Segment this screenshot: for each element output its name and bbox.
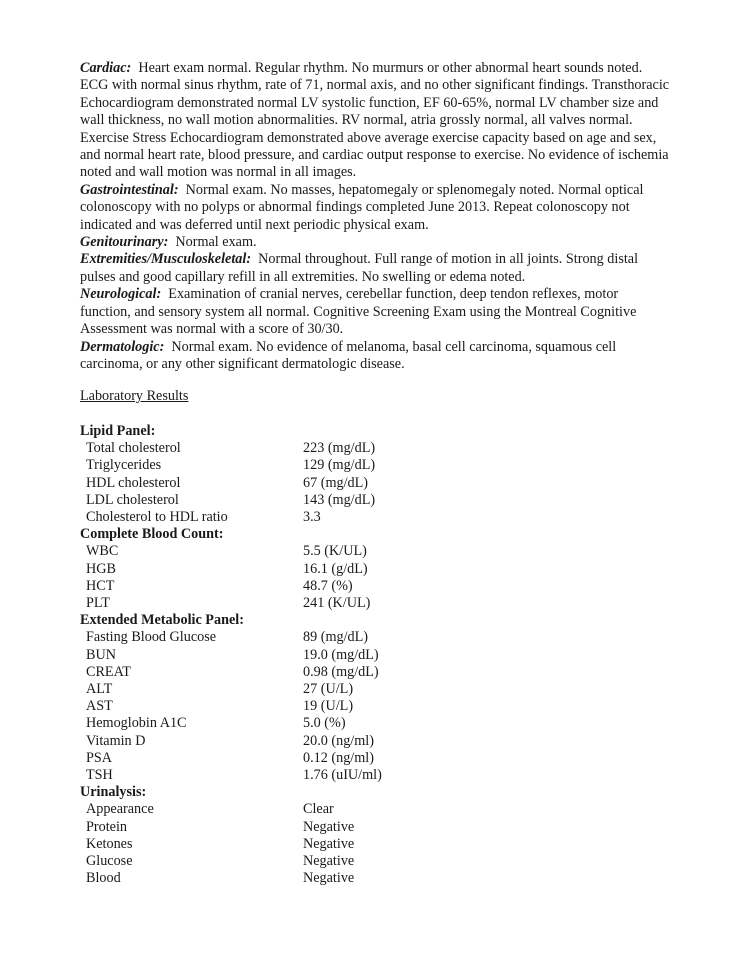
- lab-row: [80, 698, 480, 715]
- lab-test-value: 19 (U/L): [303, 698, 354, 715]
- exam-paragraph-cardiac: [80, 60, 670, 182]
- exam-paragraph-dermatologic: [80, 339, 670, 374]
- lab-test-value: 129 (mg/dL): [303, 457, 376, 474]
- lab-test-name: Hemoglobin A1C: [86, 715, 187, 732]
- lab-test-value: Negative: [303, 870, 355, 887]
- exam-heading: Gastrointestinal:: [80, 181, 179, 198]
- lab-test-name: Protein: [86, 818, 127, 835]
- lab-test-value: 1.76 (uIU/ml): [303, 767, 382, 784]
- lab-test-name: LDL cholesterol: [86, 491, 179, 508]
- lab-test-value: 5.0 (%): [303, 715, 346, 732]
- lab-test-name: AST: [86, 698, 113, 715]
- lab-test-value: Negative: [303, 818, 355, 835]
- lab-row: [80, 475, 480, 492]
- exam-heading: Cardiac:: [80, 60, 132, 76]
- lab-row: [80, 578, 480, 595]
- lab-test-value: 241 (K/UL): [303, 595, 371, 612]
- exam-text: Normal exam.: [175, 234, 257, 251]
- lab-test-value: 223 (mg/dL): [303, 440, 376, 457]
- lab-row: [80, 819, 480, 836]
- lab-test-name: WBC: [86, 543, 119, 560]
- lab-row: [80, 647, 480, 664]
- lab-test-name: Vitamin D: [86, 732, 146, 749]
- lab-row: [80, 767, 480, 784]
- lab-test-value: 3.3: [303, 509, 321, 526]
- lab-section-title: Extended Metabolic Panel:: [80, 612, 244, 629]
- lab-row: [80, 750, 480, 767]
- lab-row: [80, 561, 480, 578]
- lab-test-value: Negative: [303, 853, 355, 870]
- lab-row: [80, 715, 480, 732]
- lab-row: [80, 664, 480, 681]
- lab-test-name: PLT: [86, 595, 110, 612]
- lab-test-value: 16.1 (g/dL): [303, 560, 368, 577]
- exam-heading: Neurological:: [80, 286, 162, 303]
- lab-test-value: 0.98 (mg/dL): [303, 663, 379, 680]
- lab-test-value: 67 (mg/dL): [303, 474, 369, 491]
- exam-heading: Genitourinary:: [80, 234, 169, 251]
- lab-test-name: Blood: [86, 870, 121, 887]
- exam-heading: Extremities/Musculoskeletal:: [80, 251, 252, 268]
- lab-test-value: 48.7 (%): [303, 577, 353, 594]
- lab-results-table: [80, 423, 480, 887]
- lab-row: [80, 492, 480, 509]
- lab-test-name: Total cholesterol: [86, 440, 181, 457]
- lab-test-value: 27 (U/L): [303, 681, 354, 698]
- exam-paragraph-neurological: [80, 286, 670, 338]
- lab-test-value: 19.0 (mg/dL): [303, 646, 379, 663]
- lab-section-title: Complete Blood Count:: [80, 526, 224, 543]
- lab-test-name: Ketones: [86, 835, 133, 852]
- lab-test-name: HDL cholesterol: [86, 474, 181, 491]
- lab-test-name: HCT: [86, 577, 115, 594]
- lab-test-name: ALT: [86, 681, 113, 698]
- exam-text: Heart exam normal. Regular rhythm. No murmurs or other abnormal heart sounds noted. ECG with normal sinus rhythm, rate of 71, normal axis, and no other significant findings. Transthoracic Echocardiogram demonstrated normal LV systolic function, EF 60-65%, normal LV chamber size and wall thickness, no wall motion abnormalities. RV normal, atria grossly normal, all valves normal. Exercise Stress Echocardiogram demonstrated above average exercise capacity based on age and sex, and normal heart rate, blood pressure, and cardiac output response to exercise. No evidence of ischemia noted and wall motion was normal in all images.: [80, 60, 670, 181]
- exam-paragraph-gastrointestinal: [80, 182, 670, 234]
- lab-test-name: Fasting Blood Glucose: [86, 629, 217, 646]
- exam-text: Normal throughout. Full range of motion in all joints. Strong distal pulses and good capillary refill in all extremities. No swelling or edema noted.: [80, 251, 639, 285]
- lab-row: [80, 457, 480, 474]
- lab-row: [80, 681, 480, 698]
- lab-test-name: TSH: [86, 767, 113, 784]
- exam-paragraph-extremities: [80, 251, 670, 286]
- lab-test-value: Negative: [303, 835, 355, 852]
- exam-heading: Dermatologic:: [80, 338, 165, 355]
- lab-test-value: 5.5 (K/UL): [303, 543, 367, 560]
- lab-test-name: Appearance: [86, 801, 154, 818]
- lab-row: [80, 595, 480, 612]
- lab-results-title: Laboratory Results: [80, 388, 189, 404]
- lab-test-name: Triglycerides: [86, 457, 162, 474]
- lab-test-name: Cholesterol to HDL ratio: [86, 509, 228, 526]
- lab-test-name: CREAT: [86, 663, 131, 680]
- lab-test-value: 20.0 (ng/ml): [303, 732, 374, 749]
- lab-test-name: Glucose: [86, 853, 133, 870]
- lab-test-name: PSA: [86, 749, 113, 766]
- lab-row: [80, 870, 480, 887]
- lab-test-value: 0.12 (ng/ml): [303, 749, 374, 766]
- lab-row: [80, 853, 480, 870]
- exam-text: Normal exam. No masses, hepatomegaly or splenomegaly noted. Normal optical colonoscopy with no polyps or abnormal findings completed June 2013. Repeat colonoscopy not indicated and was deferred until next periodic physical exam.: [80, 181, 644, 233]
- lab-section-title: Urinalysis:: [80, 784, 147, 801]
- lab-test-value: 89 (mg/dL): [303, 629, 369, 646]
- exam-paragraph-genitourinary: [80, 234, 670, 251]
- lab-row: [80, 509, 480, 526]
- lab-row: [80, 836, 480, 853]
- lab-row: [80, 801, 480, 818]
- physical-exam-findings: [80, 60, 670, 373]
- lab-row: [80, 629, 480, 646]
- exam-text: Normal exam. No evidence of melanoma, basal cell carcinoma, squamous cell carcinoma, or any other significant dermatologic disease.: [80, 338, 617, 372]
- lab-row: [80, 543, 480, 560]
- lab-row: [80, 733, 480, 750]
- lab-row: [80, 440, 480, 457]
- lab-test-value: Clear: [303, 801, 334, 818]
- lab-test-value: 143 (mg/dL): [303, 491, 376, 508]
- lab-section-title: Lipid Panel:: [80, 423, 156, 439]
- exam-text: Examination of cranial nerves, cerebellar function, deep tendon reflexes, motor function, and sensory system all normal. Cognitive Screening Exam using the Montreal Cognitive Assessment was normal with a score of 30/30.: [80, 286, 637, 338]
- lab-test-name: BUN: [86, 646, 116, 663]
- lab-test-name: HGB: [86, 560, 116, 577]
